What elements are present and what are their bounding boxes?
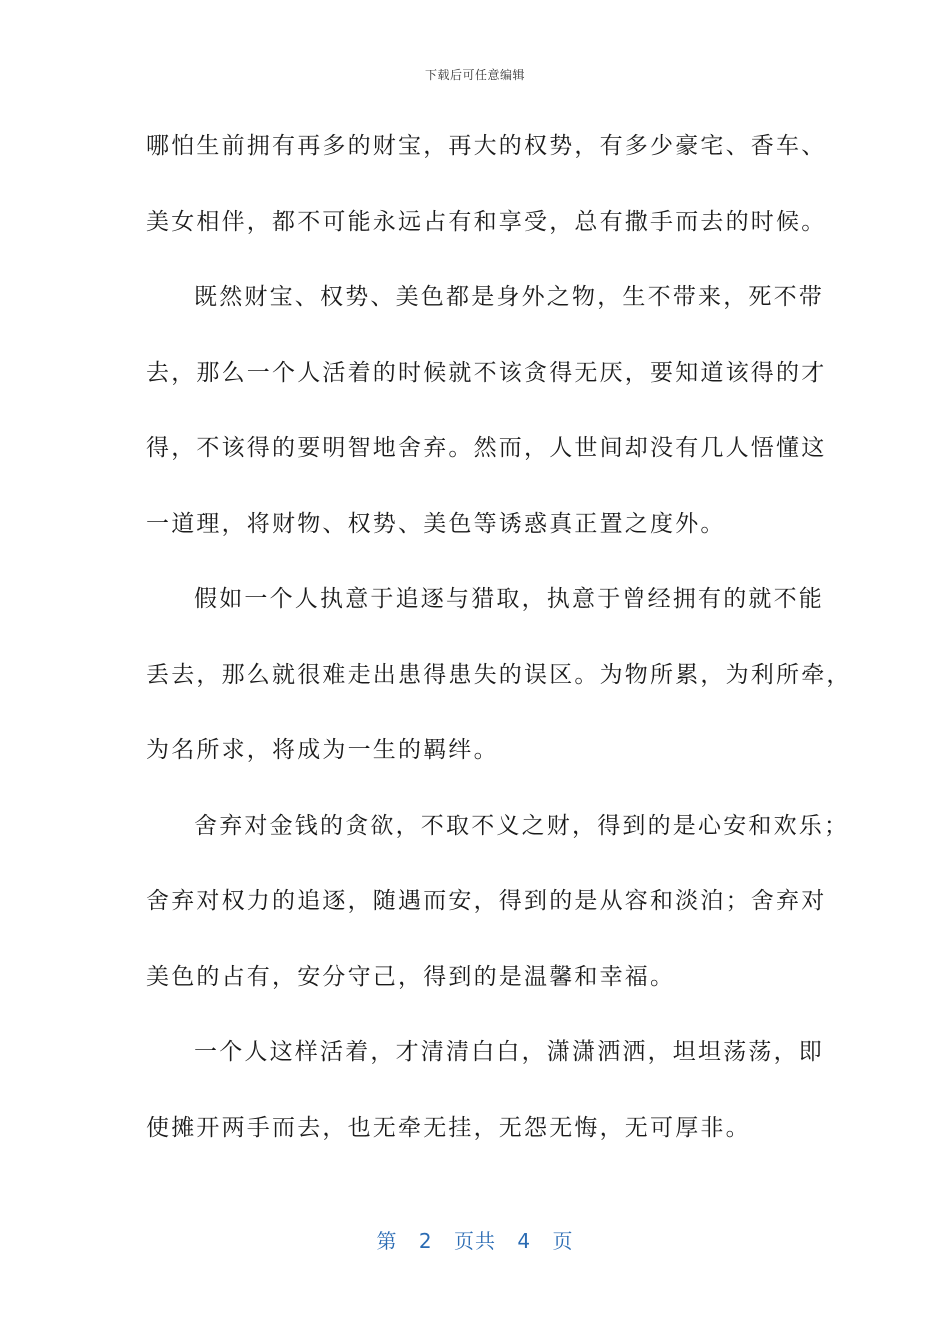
text-line: 为名所求，将成为一生的羁绊。 [146, 737, 499, 763]
text-line: 丢去，那么就很难走出患得患失的误区。为物所累，为利所牵， [146, 661, 852, 688]
text-line: 使摊开两手而去，也无牵无挂，无怨无悔，无可厚非。 [146, 1114, 751, 1141]
paragraph-first-line: 假如一个人执意于追逐与猎取，执意于曾经拥有的就不能 [194, 586, 824, 612]
current-page-number: 2 [418, 1229, 433, 1253]
text-line: 去，那么一个人活着的时候就不该贪得无厌，要知道该得的才 [146, 359, 827, 386]
page-header-note: 下载后可任意编辑 [424, 68, 525, 82]
text-line: 美色的占有，安分守己，得到的是温馨和幸福。 [146, 963, 676, 990]
total-pages-number: 4 [517, 1229, 532, 1253]
text-line: 一道理，将财物、权势、美色等诱惑真正置之度外。 [146, 510, 726, 537]
text-line: 得，不该得的要明智地舍弃。然而，人世间却没有几人悟懂这 [146, 435, 827, 461]
footer-prefix: 第 [376, 1229, 398, 1253]
footer-suffix: 页 [552, 1229, 574, 1253]
paragraph-first-line: 一个人这样活着，才清清白白，潇潇洒洒，坦坦荡荡，即 [194, 1039, 824, 1065]
page-number-footer [0, 1225, 950, 1254]
paragraph-first-line: 既然财宝、权势、美色都是身外之物，生不带来，死不带 [194, 284, 824, 310]
text-line: 哪怕生前拥有再多的财宝，再大的权势，有多少豪宅、香车、 [146, 133, 827, 159]
footer-middle: 页共 [454, 1229, 496, 1253]
text-line: 舍弃对权力的追逐，随遇而安，得到的是从容和淡泊；舍弃对 [146, 888, 827, 914]
text-line: 美女相伴，都不可能永远占有和享受，总有撒手而去的时候。 [146, 208, 827, 235]
paragraph-first-line: 舍弃对金钱的贪欲，不取不义之财，得到的是心安和欢乐； [194, 812, 850, 839]
document-body [146, 128, 852, 1185]
